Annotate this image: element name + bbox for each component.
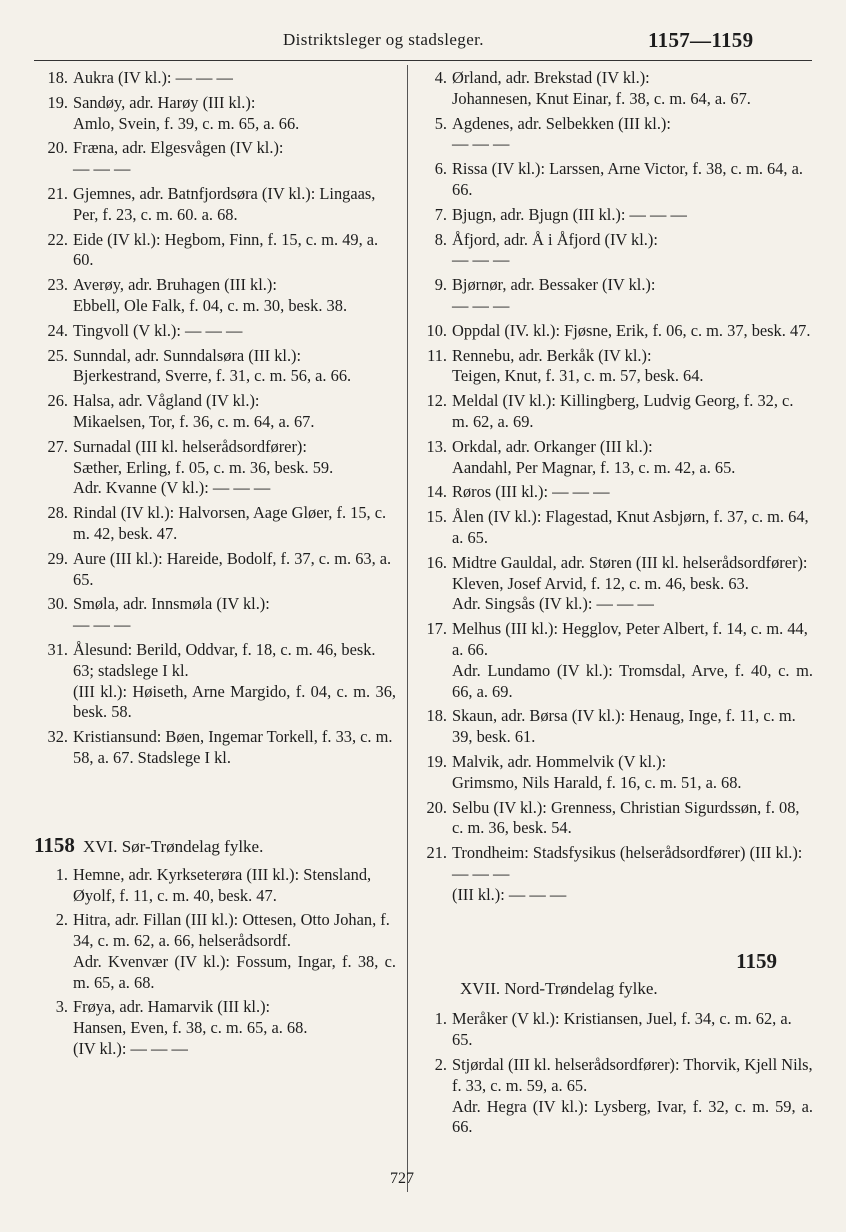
directory-entry bbox=[34, 391, 396, 433]
entry-subtext: Ebbell, Ole Falk, f. 04, c. m. 30, besk. 38. bbox=[73, 295, 348, 315]
entry-subtext: Sæther, Erling, f. 05, c. m. 36, besk. 59. bbox=[73, 457, 334, 477]
left-column bbox=[34, 68, 396, 1064]
directory-entry bbox=[413, 321, 813, 342]
directory-entry bbox=[413, 1009, 813, 1051]
directory-entry bbox=[34, 997, 396, 1059]
entry-text: Stjørdal (III kl. helserådsordfører): Thorvik, Kjell Nils, f. 33, c. m. 59, a. 65. bbox=[452, 1055, 813, 1095]
entry-text: Tingvoll (V kl.): — — — bbox=[73, 320, 243, 340]
entry-number: 18. bbox=[47, 68, 68, 87]
directory-entry bbox=[34, 503, 396, 545]
entry-number: 6. bbox=[434, 159, 447, 179]
entry-number: 1. bbox=[55, 864, 68, 884]
section-title: XVI. Sør-Trøndelag fylke. bbox=[83, 836, 264, 856]
entry-number: 24. bbox=[47, 320, 68, 340]
entry-text: Eide (IV kl.): Hegbom, Finn, f. 15, c. m. 49, a. 60. bbox=[73, 229, 379, 270]
entry-number: 9. bbox=[434, 275, 447, 295]
entry-number: 7. bbox=[434, 204, 447, 224]
entry-text: Gjemnes, adr. Batnfjordsøra (IV kl.): Lingaas, Per, f. 23, c. m. 60. a. 68. bbox=[73, 183, 376, 224]
entry-number: 21. bbox=[426, 843, 447, 863]
directory-entry bbox=[413, 159, 813, 201]
entry-number: 19. bbox=[426, 751, 447, 771]
section-code: 1158 bbox=[34, 832, 75, 857]
directory-entry bbox=[413, 68, 813, 110]
entry-number: 30. bbox=[47, 594, 68, 614]
directory-entry bbox=[413, 507, 813, 549]
entry-number: 16. bbox=[426, 552, 447, 572]
entry-number: 20. bbox=[47, 138, 68, 158]
entry-number: 32. bbox=[47, 727, 68, 747]
entry-number: 29. bbox=[47, 548, 68, 568]
section-spacer bbox=[34, 773, 396, 837]
entry-subtext: — — — bbox=[452, 250, 510, 270]
entry-number: 11. bbox=[427, 345, 447, 365]
entry-text: Ålesund: Berild, Oddvar, f. 18, c. m. 46, besk. 63; stadslege I kl. bbox=[73, 639, 376, 680]
entry-text: Meråker (V kl.): Kristiansen, Juel, f. 34, c. m. 62, a. 65. bbox=[452, 1009, 792, 1050]
entry-number: 22. bbox=[47, 229, 68, 249]
directory-entry bbox=[413, 482, 813, 503]
entry-subtext: Hansen, Even, f. 38, c. m. 65, a. 68. bbox=[73, 1018, 308, 1038]
entry-subtext: (III kl.): Høiseth, Arne Margido, f. 04, c. m. 36, besk. 58. bbox=[73, 681, 396, 722]
entry-number: 17. bbox=[426, 619, 447, 639]
entry-number: 27. bbox=[47, 436, 68, 456]
entry-text: Kristiansund: Bøen, Ingemar Torkell, f. 33, c. m. 58, a. 67. Stadslege I kl. bbox=[73, 727, 393, 767]
page-number: 727 bbox=[390, 1170, 414, 1187]
page-range: 1157—1159 bbox=[648, 28, 754, 52]
entry-text: Bjørnør, adr. Bessaker (IV kl.): bbox=[452, 275, 656, 295]
entry-subtext: (IV kl.): — — — bbox=[73, 1039, 188, 1059]
entry-text: Hitra, adr. Fillan (III kl.): Ottesen, Otto Johan, f. 34, c. m. 62, a. 66, helserådsordf. bbox=[73, 910, 390, 951]
entry-text: Malvik, adr. Hommelvik (V kl.): bbox=[452, 751, 667, 771]
directory-entry bbox=[413, 798, 813, 840]
entry-subtext: Mikaelsen, Tor, f. 36, c. m. 64, a. 67. bbox=[73, 411, 315, 431]
directory-entry bbox=[413, 230, 813, 272]
entry-number: 20. bbox=[426, 797, 447, 817]
entry-number: 10. bbox=[426, 320, 447, 340]
directory-entry bbox=[34, 549, 396, 591]
directory-entry bbox=[34, 910, 396, 993]
entry-number: 18. bbox=[426, 706, 447, 726]
column-divider bbox=[407, 65, 408, 1192]
entry-text: Frøya, adr. Hamarvik (III kl.): bbox=[73, 997, 271, 1017]
entry-text: Røros (III kl.): — — — bbox=[452, 482, 610, 502]
entry-text: Sunndal, adr. Sunndalsøra (III kl.): bbox=[73, 345, 302, 365]
directory-entry bbox=[34, 865, 396, 907]
running-title: Distriktsleger og stadsleger. bbox=[283, 30, 484, 49]
entry-number: 21. bbox=[47, 183, 68, 203]
entry-subtext: Teigen, Knut, f. 31, c. m. 57, besk. 64. bbox=[452, 366, 704, 386]
entry-number: 5. bbox=[434, 113, 447, 133]
directory-entry bbox=[413, 275, 813, 317]
entry-subtext: — — — bbox=[452, 134, 510, 154]
entry-subtext: Bjerkestrand, Sverre, f. 31, c. m. 56, a. 66. bbox=[73, 366, 352, 386]
entry-number: 15. bbox=[426, 507, 447, 527]
entry-text: Midtre Gauldal, adr. Støren (III kl. helserådsordfører): Kleven, Josef Arvid, f. 12, c. m. 46, besk. 63. bbox=[452, 552, 808, 593]
entry-text: Meldal (IV kl.): Killingberg, Ludvig Georg, f. 32, c. m. 62, a. 69. bbox=[452, 391, 794, 431]
entry-text: Melhus (III kl.): Hegglov, Peter Albert, f. 14, c. m. 44, a. 66. bbox=[452, 619, 808, 659]
entry-text: Rennebu, adr. Berkåk (IV kl.): bbox=[452, 345, 652, 365]
entry-number: 4. bbox=[434, 68, 447, 87]
entry-number: 12. bbox=[426, 391, 447, 411]
entry-number: 25. bbox=[47, 345, 68, 365]
entry-number: 2. bbox=[55, 910, 68, 930]
directory-entry bbox=[34, 594, 396, 636]
right-column bbox=[413, 68, 813, 1142]
directory-entry bbox=[34, 437, 396, 499]
entry-subtext: Adr. Kvanne (V kl.): — — — bbox=[73, 478, 271, 498]
entry-text: Rissa (IV kl.): Larssen, Arne Victor, f. 38, c. m. 64, a. 66. bbox=[452, 159, 803, 199]
entry-subtext: — — — bbox=[452, 295, 510, 315]
entry-text: Selbu (IV kl.): Grenness, Christian Sigurdssøn, f. 08, c. m. 36, besk. 54. bbox=[452, 797, 800, 838]
entry-subtext: Adr. Lundamo (IV kl.): Tromsdal, Arve, f. 40, c. m. 66, a. 69. bbox=[452, 660, 813, 701]
entry-text: Ålen (IV kl.): Flagestad, Knut Asbjørn, f. 37, c. m. 64, a. 65. bbox=[452, 507, 809, 547]
directory-entry bbox=[413, 752, 813, 794]
directory-entry bbox=[34, 346, 396, 388]
directory-entry bbox=[413, 1055, 813, 1138]
directory-entry bbox=[413, 619, 813, 702]
entry-text: Halsa, adr. Vågland (IV kl.): bbox=[73, 391, 260, 411]
entry-text: Skaun, adr. Børsa (IV kl.): Henaug, Inge, f. 11, c. m. 39, besk. 61. bbox=[452, 706, 796, 747]
entry-text: Fræna, adr. Elgesvågen (IV kl.): bbox=[73, 138, 284, 158]
entry-text: Agdenes, adr. Selbekken (III kl.): bbox=[452, 113, 671, 133]
entry-text: Aukra (IV kl.): — — — bbox=[73, 68, 233, 87]
directory-entry bbox=[34, 68, 396, 89]
entry-subtext: Adr. Kvenvær (IV kl.): Fossum, Ingar, f. 38, c. m. 65, a. 68. bbox=[73, 951, 396, 992]
entry-number: 23. bbox=[47, 275, 68, 295]
section-title: XVII. Nord-Trøndelag fylke. bbox=[460, 979, 658, 999]
section-heading bbox=[34, 832, 396, 861]
entry-number: 13. bbox=[426, 436, 447, 456]
entry-text: Bjugn, adr. Bjugn (III kl.): — — — bbox=[452, 204, 687, 224]
directory-entry bbox=[34, 727, 396, 769]
entry-subtext: — — — bbox=[73, 159, 131, 179]
directory-entry bbox=[34, 230, 396, 272]
entry-text: Surnadal (III kl. helserådsordfører): bbox=[73, 436, 307, 456]
entry-text: Oppdal (IV. kl.): Fjøsne, Erik, f. 06, c. m. 37, besk. 47. bbox=[452, 320, 811, 340]
directory-entry bbox=[34, 640, 396, 723]
entry-number: 2. bbox=[434, 1055, 447, 1075]
directory-entry bbox=[34, 138, 396, 180]
entry-subtext: Adr. Singsås (IV kl.): — — — bbox=[452, 594, 654, 614]
entry-text: Trondheim: Stadsfysikus (helserådsordfører) (III kl.): — — — bbox=[452, 843, 803, 883]
entry-number: 1. bbox=[434, 1009, 447, 1029]
section-code: 1159 bbox=[736, 949, 777, 974]
entry-number: 26. bbox=[47, 391, 68, 411]
entry-number: 8. bbox=[434, 229, 447, 249]
entry-text: Smøla, adr. Innsmøla (IV kl.): bbox=[73, 594, 270, 614]
entry-text: Ørland, adr. Brekstad (IV kl.): bbox=[452, 68, 650, 87]
entry-subtext: Johannesen, Knut Einar, f. 38, c. m. 64, a. 67. bbox=[452, 88, 751, 108]
entry-text: Orkdal, adr. Orkanger (III kl.): bbox=[452, 436, 653, 456]
entry-subtext: Amlo, Svein, f. 39, c. m. 65, a. 66. bbox=[73, 113, 300, 133]
entry-subtext: — — — bbox=[73, 615, 131, 635]
entry-text: Rindal (IV kl.): Halvorsen, Aage Gløer, f. 15, c. m. 42, besk. 47. bbox=[73, 503, 387, 543]
running-header bbox=[0, 30, 846, 58]
directory-entry bbox=[413, 553, 813, 615]
entry-number: 14. bbox=[426, 482, 447, 502]
entry-subtext: Adr. Hegra (IV kl.): Lysberg, Ivar, f. 32, c. m. 59, a. 66. bbox=[452, 1096, 813, 1137]
directory-entry bbox=[34, 184, 396, 226]
entry-subtext: (III kl.): — — — bbox=[452, 884, 567, 904]
section-heading bbox=[413, 949, 813, 1005]
entry-number: 28. bbox=[47, 503, 68, 523]
directory-entry bbox=[34, 275, 396, 317]
entry-text: Sandøy, adr. Harøy (III kl.): bbox=[73, 92, 256, 112]
entry-text: Åfjord, adr. Å i Åfjord (IV kl.): bbox=[452, 229, 658, 249]
directory-entry bbox=[34, 321, 396, 342]
directory-entry bbox=[413, 346, 813, 388]
directory-entry bbox=[413, 391, 813, 433]
directory-entry bbox=[413, 114, 813, 156]
entry-subtext: Aandahl, Per Magnar, f. 13, c. m. 42, a. 65. bbox=[452, 457, 736, 477]
section-spacer bbox=[413, 909, 813, 953]
directory-entry bbox=[413, 843, 813, 905]
directory-entry bbox=[413, 205, 813, 226]
entry-number: 19. bbox=[47, 92, 68, 112]
directory-entry bbox=[34, 93, 396, 135]
entry-text: Hemne, adr. Kyrkseterøra (III kl.): Stensland, Øyolf, f. 11, c. m. 40, besk. 47. bbox=[73, 864, 372, 905]
header-rule bbox=[34, 60, 812, 61]
entry-subtext: Grimsmo, Nils Harald, f. 16, c. m. 51, a. 68. bbox=[452, 772, 742, 792]
entry-text: Aure (III kl.): Hareide, Bodolf, f. 37, c. m. 63, a. 65. bbox=[73, 548, 392, 589]
entry-text: Averøy, adr. Bruhagen (III kl.): bbox=[73, 275, 277, 295]
directory-entry bbox=[413, 437, 813, 479]
entry-number: 3. bbox=[55, 997, 68, 1017]
entry-number: 31. bbox=[47, 639, 68, 659]
directory-entry bbox=[413, 706, 813, 748]
